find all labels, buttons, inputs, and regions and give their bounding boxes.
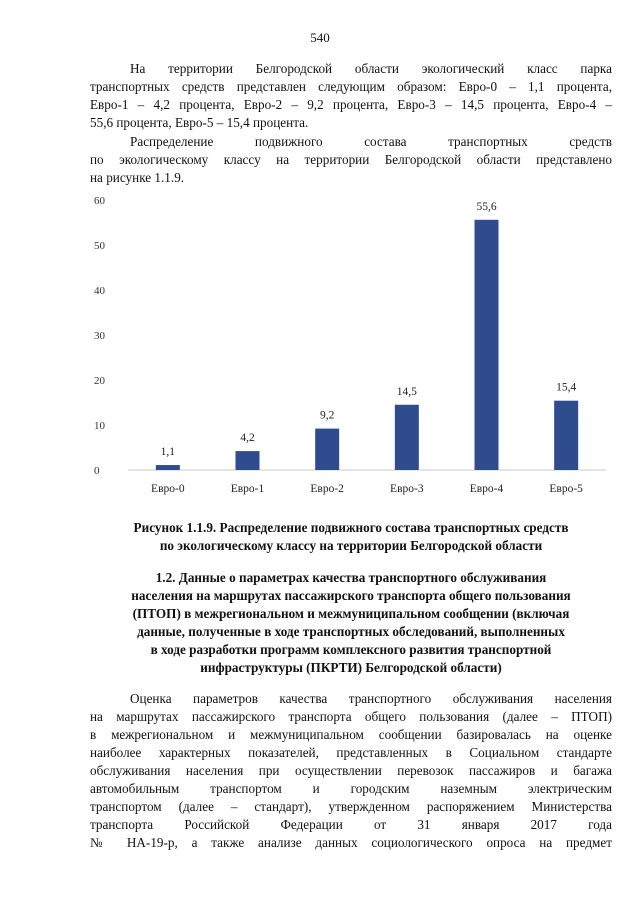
text-line: транспорта Российской Федерации от 31 января 2017 года <box>90 817 612 832</box>
heading-line: (ПТОП) в межрегиональном и межмуниципальном сообщении (включая <box>132 606 570 621</box>
heading-line: в ходе разработки программ комплексного развития транспортной <box>150 642 552 657</box>
bar <box>236 451 260 470</box>
text-line: Оценка параметров качества транспортного обслуживания населения <box>130 691 612 706</box>
text-line: наиболее характерных показателей, представленных в Социальном стандарте <box>90 745 612 760</box>
x-tick-label: Евро-5 <box>549 483 583 495</box>
text-line: на маршрутах пассажирского транспорта общего пользования (далее – ПТОП) <box>90 709 612 724</box>
x-tick-label: Евро-3 <box>390 483 424 495</box>
y-tick-label: 0 <box>94 465 100 477</box>
data-label: 4,2 <box>240 432 255 445</box>
bar <box>554 401 578 470</box>
data-label: 14,5 <box>396 385 417 398</box>
bar <box>395 405 419 470</box>
heading-line: данные, полученные в ходе транспортных обследований, выполненных <box>137 624 565 639</box>
text-line: на рисунке 1.1.9. <box>90 170 185 185</box>
page-number: 540 <box>310 30 330 45</box>
y-tick-label: 50 <box>94 240 105 252</box>
text-line: Евро-1 – 4,2 процента, Евро-2 – 9,2 процента, Евро-3 – 14,5 процента, Евро-4 – <box>90 97 612 112</box>
y-tick-label: 60 <box>94 195 105 207</box>
text-line: № НА-19-р, а также анализе данных социологического опроса на предмет <box>90 835 612 850</box>
data-label: 15,4 <box>556 381 577 394</box>
data-label: 9,2 <box>319 409 335 422</box>
x-tick-label: Евро-4 <box>469 483 504 495</box>
value-labels <box>161 201 577 458</box>
y-tick-label: 30 <box>94 330 105 342</box>
text-line: На территории Белгородской области экологический класс парка <box>130 61 612 76</box>
text-line: автомобильным транспортом и городским наземным электрическим <box>90 781 612 796</box>
heading-line: 1.2. Данные о параметрах качества транспортного обслуживания <box>155 570 547 585</box>
bar <box>475 220 499 470</box>
text-line: по экологическому классу на территории Белгородской области представлено <box>90 152 612 167</box>
y-tick-label: 20 <box>94 375 105 387</box>
x-tick-label: Евро-1 <box>230 483 265 495</box>
bars <box>156 220 578 470</box>
y-tick-label: 10 <box>94 420 105 432</box>
caption-line: по экологическому классу на территории Белгородской области <box>159 538 543 553</box>
text-line: транспортом (далее – стандарт), утвержденном распоряжением Министерства <box>90 799 612 814</box>
x-axis <box>151 483 583 495</box>
data-label: 55,6 <box>476 200 497 213</box>
data-label: 1,1 <box>160 446 176 459</box>
text-line: обслуживания населения при осуществлении перевозок пассажиров и багажа <box>90 763 612 778</box>
bar-chart <box>88 188 614 508</box>
heading-line: населения на маршрутах пассажирского транспорта общего пользования <box>131 588 571 603</box>
text-line: транспортных средств представлен следующим образом: Евро-0 – 1,1 процента, <box>90 79 612 94</box>
text-line: в межрегиональном и межмуниципальном сообщении базировалась на оценке <box>90 727 612 742</box>
text-line: 55,6 процента, Евро-5 – 15,4 процента. <box>90 115 309 130</box>
caption-line: Рисунок 1.1.9. Распределение подвижного состава транспортных средств <box>133 520 569 535</box>
text-line: Распределение подвижного состава транспортных средств <box>130 134 612 149</box>
bar <box>156 465 180 470</box>
bar <box>315 429 339 470</box>
y-axis <box>94 195 106 477</box>
heading-line: инфраструктуры (ПКРТИ) Белгородской области) <box>200 660 502 675</box>
x-tick-label: Евро-0 <box>151 483 185 495</box>
x-tick-label: Евро-2 <box>310 483 344 495</box>
y-tick-label: 40 <box>94 285 105 297</box>
